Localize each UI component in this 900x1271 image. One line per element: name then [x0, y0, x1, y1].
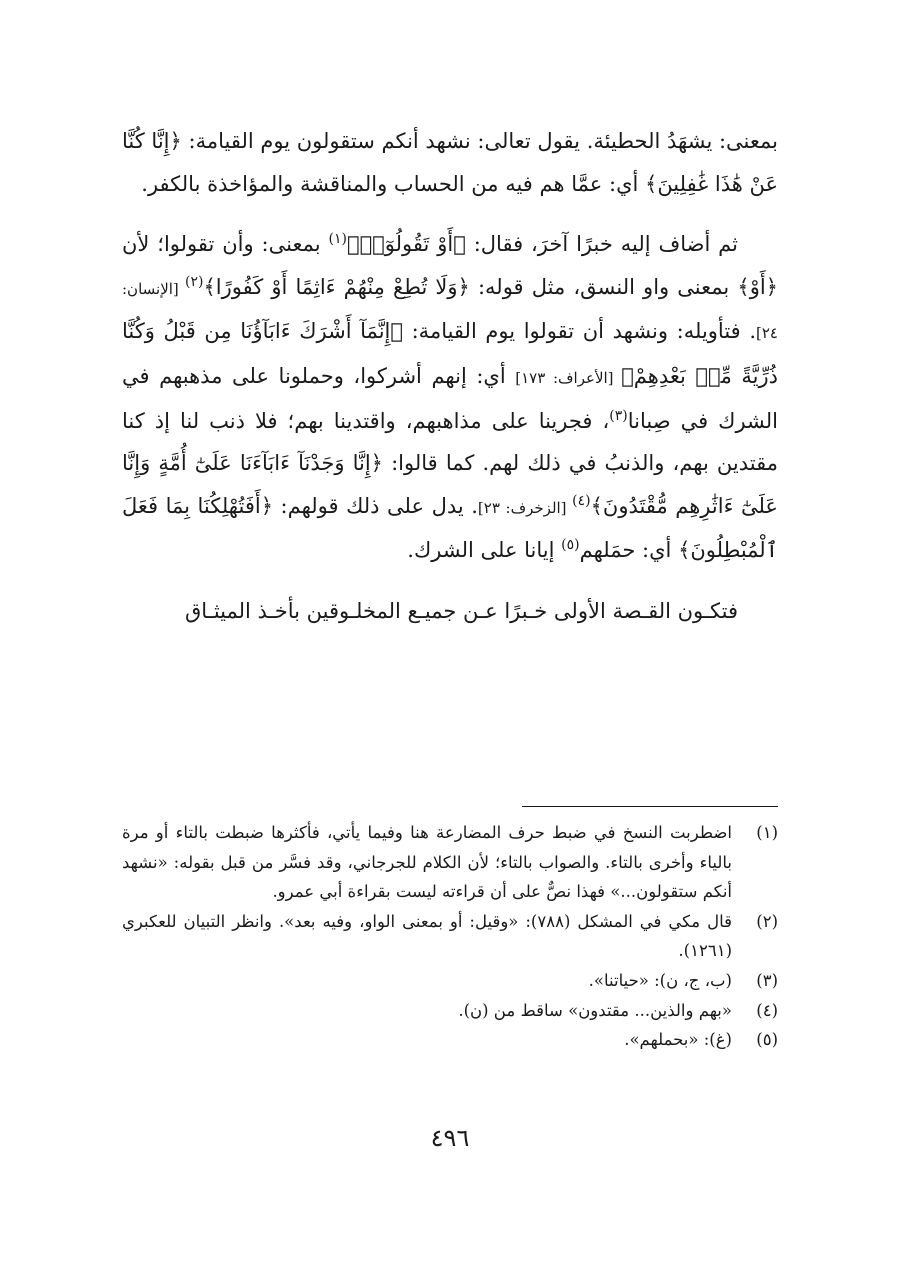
paragraph-2-text-1: ثم أضاف إليه خبرًا آخرَ، فقال: [465, 232, 739, 257]
footnote-ref-3[interactable]: (٣) [609, 407, 628, 424]
footnote-3 [122, 966, 778, 996]
footnote-4 [122, 996, 778, 1026]
paragraph-2-text-9: إيانا على الشرك. [407, 538, 562, 563]
footnote-text: (ب، ج، ن): «حياتنا». [588, 970, 732, 990]
paragraph-2-text-2: بمعنى: وأن تقولوا؛ لأن [122, 232, 329, 257]
page-number: ٤٩٦ [430, 1124, 470, 1152]
paragraph-1-text-2: أي: عمَّا هم فيه من الحساب والمناقشة والمؤاخذة بالكفر. [141, 171, 646, 196]
quran-verse: ﴿إِنَّمَآ أَشْرَكَ ءَابَآؤُنَا مِن قَبْلُ وَكُنَّا ذُرِّيَّةً مِّنۢ بَعْدِهِمْ﴾ [122, 319, 779, 388]
verse-citation: [الأعراف: ١٧٣] [515, 368, 622, 387]
footnote-text: اضطربت النسخ في ضبط حرف المضارعة هنا وفيما يأتي، فأكثرها ضبطت بالتاء أو مرة بالياء وأخرى بالتاء. والصواب بالتاء؛ لأن الكلام للجرجاني، وقد فسَّر من قبل بقوله: «نشهد أنكم ستقولون...» فهذا نصٌّ على أن قراءته ليست بقراءة أبي عمرو. [122, 823, 732, 902]
footnote-2 [122, 907, 778, 966]
footnote-ref-2[interactable]: (٢) [185, 273, 204, 290]
paragraph-2-text-6: ، فجرينا على مذاهبهم، واقتدينا بهم؛ فلا ذنب لنا إذ كنا مقتدين بهم، والذنبُ في ذلك لهم. كما قالوا: [122, 408, 778, 476]
footnote-5 [122, 1025, 778, 1055]
footnote-number: (١) [756, 823, 778, 842]
footnote-text: قال مكي في المشكل (٧٨٨): «وقيل: أو بمعنى الواو، وفيه بعد». وانظر التبيان للعكبري (١٢٦١). [122, 911, 732, 961]
paragraph-1-text-1: بمعنى: يشهَدُ الحطيئة. يقول تعالى: نشهد أنكم ستقولون يوم القيامة: [181, 129, 779, 153]
main-text [122, 120, 778, 633]
quran-verse: ﴿إِنَّا وَجَدْنَآ ءَابَآءَنَا عَلَىٰٓ أُمَّةٍ وَإِنَّا عَلَىٰٓ ءَاثَٰرِهِم مُّقْتَدُونَ﴾ [122, 451, 778, 518]
quran-verse: ﴿وَلَا تُطِعْ مِنْهُمْ ءَاثِمًا أَوْ كَفُورًا﴾ [203, 274, 470, 299]
footnote-number: (٢) [756, 911, 778, 931]
footnote-number: (٥) [756, 1030, 778, 1050]
paragraph-2-text-5: أي: إنهم أشركوا، وحملونا على مذهبهم في الشرك في صِبانا [122, 363, 778, 433]
footnotes [122, 818, 778, 1055]
quran-verse: ﴿إِنَّا كُنَّا عَنْ هَٰذَا غَٰفِلِينَ﴾ [122, 129, 778, 196]
paragraph-2-text-3: بمعنى واو النسق، مثل قوله: [469, 274, 738, 299]
verse-citation: [الإنسان: ٢٤] [122, 279, 778, 343]
footnote-text: «بهم والذين... مقتدون» ساقط من (ن). [458, 1000, 732, 1020]
verse-citation: [الزخرف: ٢٣] [477, 498, 573, 517]
footnote-ref-5[interactable]: (٥) [561, 537, 580, 554]
quran-verse: ﴿أَوْ تَقُولُوٓا۟﴾ [346, 232, 466, 257]
footnote-number: (٣) [756, 970, 778, 990]
quran-verse: ﴿أَفَتُهْلِكُنَا بِمَا فَعَلَ ٱلْمُبْطِلُونَ﴾ [122, 493, 778, 563]
footnote-separator [522, 806, 778, 807]
paragraph-2-text-7: . يدل على ذلك قولهم: [273, 493, 478, 518]
quran-verse: ﴿أَوْ﴾ [737, 274, 778, 299]
footnote-ref-4[interactable]: (٤) [572, 492, 591, 509]
paragraph-2 [122, 223, 778, 572]
footnote-1 [122, 818, 778, 907]
paragraph-3-text-1: فتكـون القـصة الأولى خـبرًا عـن جميـع المخلـوقين بأخـذ الميثـاق [184, 598, 738, 623]
paragraph-3 [122, 590, 778, 633]
paragraph-2-text-4: . فتأويله: ونشهد أن تقولوا يوم القيامة: [402, 319, 757, 344]
paragraph-2-text-8: أي: حمَلهم [579, 538, 679, 563]
paragraph-1 [122, 120, 778, 205]
footnote-text: (غ): «بحملهم». [624, 1030, 732, 1050]
footnote-ref-1[interactable]: (١) [328, 231, 347, 248]
footnote-number: (٤) [756, 1000, 778, 1020]
